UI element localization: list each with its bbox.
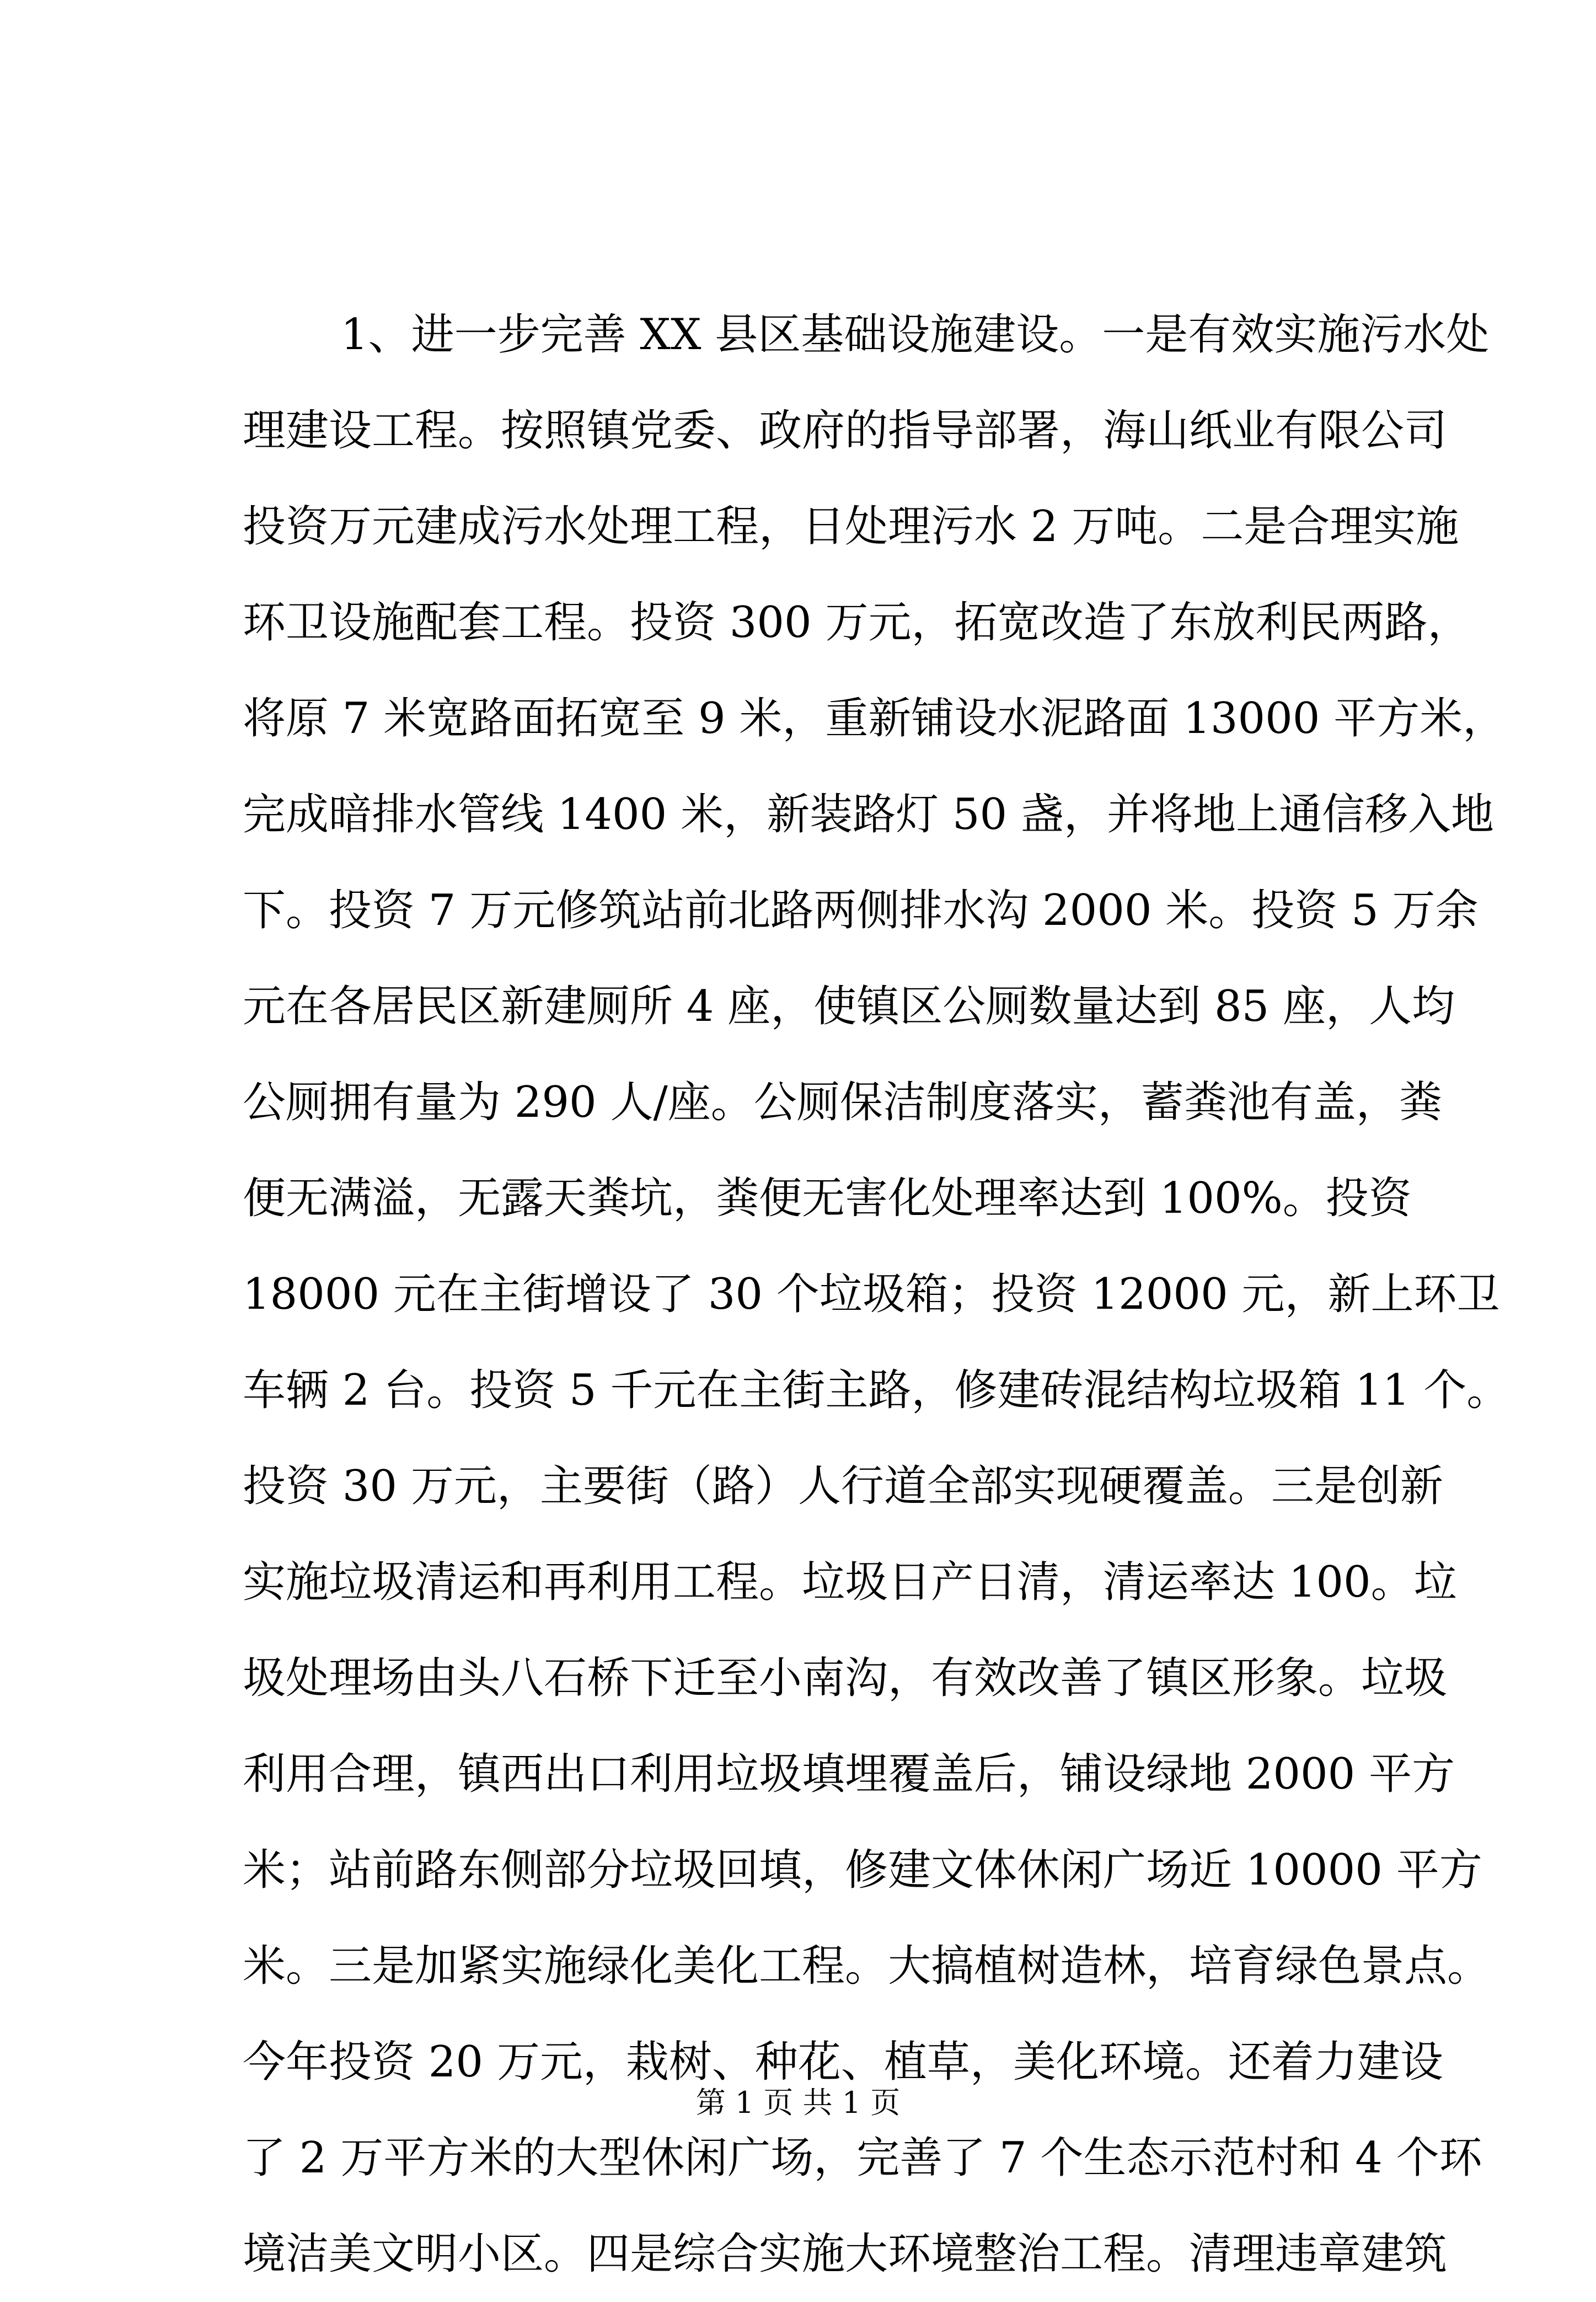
body-line: 利用合理，镇西出口利用垃圾填埋覆盖后，铺设绿地 2000 平方 [243,1749,1455,1799]
body-line: 圾处理场由头八石桥下迁至小南沟，有效改善了镇区形象。垃圾 [243,1653,1448,1703]
body-line: 实施垃圾清运和再利用工程。垃圾日产日清，清运率达 100。垃 [243,1557,1457,1607]
body-line: 境洁美文明小区。四是综合实施大环境整治工程。清理违章建筑 [243,2229,1448,2279]
body-line: 车辆 2 台。投资 5 千元在主街主路，修建砖混结构垃圾箱 11 个。 [243,1366,1510,1415]
body-line: 下。投资 7 万元修筑站前北路两侧排水沟 2000 米。投资 5 万余 [243,886,1479,935]
body-line: 元在各居民区新建厕所 4 座，使镇区公厕数量达到 85 座，人均 [243,982,1455,1031]
body-line: 米；站前路东侧部分垃圾回填，修建文体休闲广场近 10000 平方 [243,1845,1482,1895]
body-paragraph [243,287,1510,2302]
body-line: 环卫设施配套工程。投资 300 万元，拓宽改造了东放利民两路， [243,598,1471,647]
body-line: 便无满溢，无露天粪坑，粪便无害化处理率达到 100%。投资 [243,1174,1412,1223]
page-number-footer: 第 1 页 共 1 页 [695,2085,901,2120]
body-line: 了 2 万平方米的大型休闲广场，完善了 7 个生态示范村和 4 个环 [243,2133,1482,2183]
body-line: 米。三是加紧实施绿化美化工程。大搞植树造林，培育绿色景点。 [243,1941,1491,1991]
body-line: 将原 7 米宽路面拓宽至 9 米，重新铺设水泥路面 13000 平方米， [243,694,1506,743]
body-line: 今年投资 20 万元，栽树、种花、植草，美化环境。还着力建设 [243,2037,1443,2087]
body-line: 18000 元在主街增设了 30 个垃圾箱；投资 12000 元，新上环卫 [243,1270,1500,1319]
body-line: 理建设工程。按照镇党委、政府的指导部署，海山纸业有限公司 [243,406,1448,456]
body-line: 公厕拥有量为 290 人/座。公厕保洁制度落实，蓄粪池有盖，粪 [243,1078,1442,1127]
body-line: 投资万元建成污水处理工程，日处理污水 2 万吨。二是合理实施 [243,502,1459,552]
body-line: 完成暗排水管线 1400 米，新装路灯 50 盏，并将地上通信移入地 [243,790,1494,839]
body-line: 1、进一步完善 XX 县区基础设施建设。一是有效实施污水处 [341,310,1490,360]
body-line: 投资 30 万元，主要街（路）人行道全部实现硬覆盖。三是创新 [243,1461,1443,1511]
